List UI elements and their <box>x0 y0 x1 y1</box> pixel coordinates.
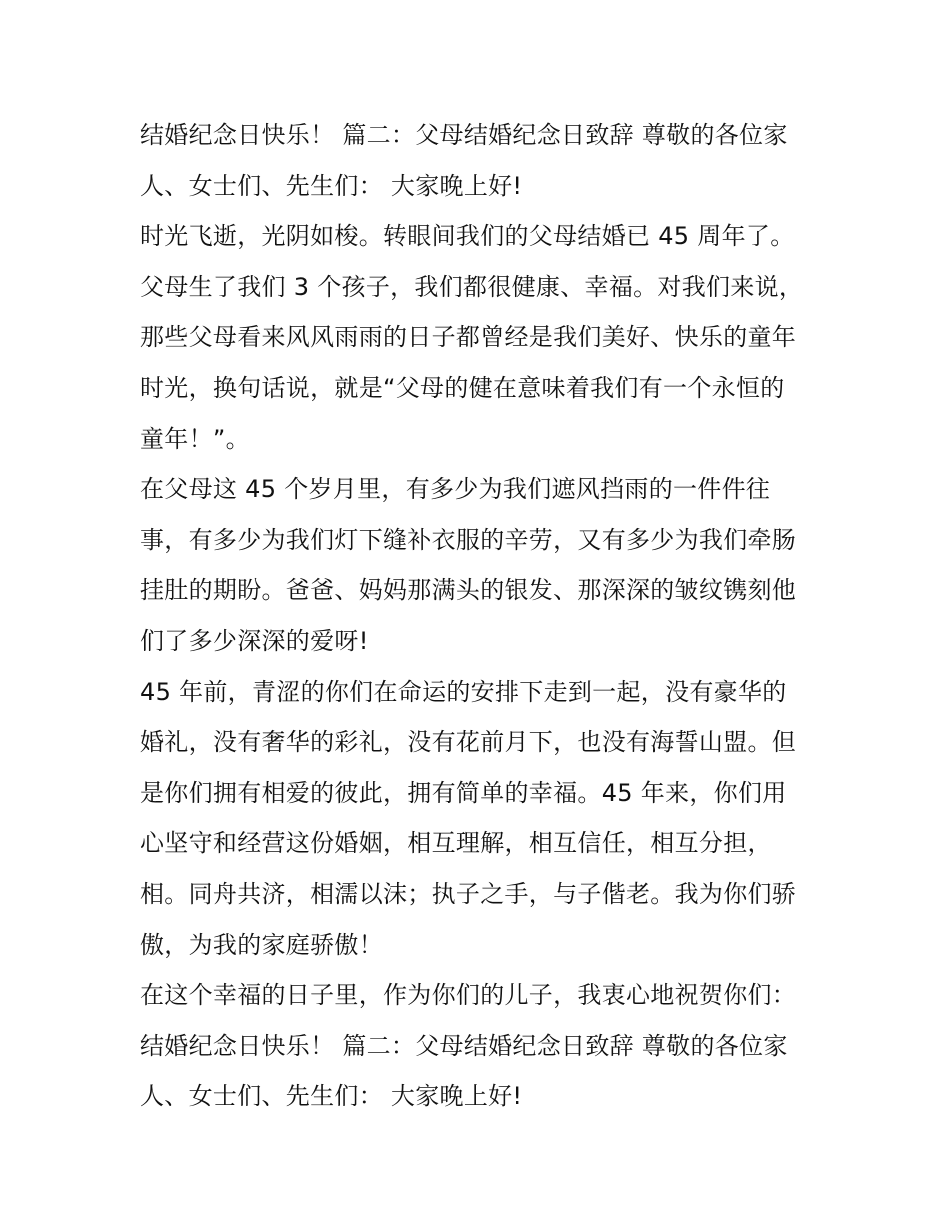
text-line: 时光，换句话说，就是“父母的健在意味着我们有一个永恒的 <box>140 373 785 402</box>
text-line: 时光飞逝，光阴如梭。转眼间我们的父母结婚已 45 周年了。 <box>140 222 795 251</box>
text-line: 在父母这 45 个岁月里，有多少为我们遮风挡雨的一件件往 <box>140 475 771 504</box>
text-line: 结婚纪念日快乐！ 篇二：父母结婚纪念日致辞 尊敬的各位家 <box>140 121 788 149</box>
text-line: 结婚纪念日快乐！ 篇二：父母结婚纪念日致辞 尊敬的各位家 <box>140 1031 788 1060</box>
text-line: 傲，为我的家庭骄傲！ <box>140 930 383 959</box>
text-line: 童年！”。 <box>140 424 250 453</box>
text-line: 是你们拥有相爱的彼此，拥有简单的幸福。45 年来，你们用 <box>140 778 787 807</box>
text-line: 事，有多少为我们灯下缝补衣服的辛劳，又有多少为我们牵肠 <box>140 525 797 554</box>
text-line: 人、女士们、先生们： 大家晚上好! <box>140 1082 523 1111</box>
text-line: 人、女士们、先生们： 大家晚上好! <box>140 171 523 200</box>
text-line: 婚礼，没有奢华的彩礼，没有花前月下，也没有海誓山盟。但 <box>140 728 797 757</box>
text-line: 挂肚的期盼。爸爸、妈妈那满头的银发、那深深的皱纹镌刻他 <box>140 576 797 605</box>
text-line: 45 年前，青涩的你们在命运的安排下走到一起，没有豪华的 <box>140 677 787 706</box>
text-line: 那些父母看来风风雨雨的日子都曾经是我们美好、快乐的童年 <box>140 323 797 352</box>
document-body <box>140 110 820 1122</box>
text-line: 们了多少深深的爱呀! <box>140 626 369 655</box>
text-line: 相。同舟共济，相濡以沫；执子之手，与子偕老。我为你们骄 <box>140 879 797 908</box>
text-line: 父母生了我们 3 个孩子，我们都很健康、幸福。对我们来说， <box>140 272 804 301</box>
text-line: 在这个幸福的日子里，作为你们的儿子，我衷心地祝贺你们： <box>140 981 797 1010</box>
text-line: 心坚守和经营这份婚姻，相互理解，相互信任，相互分担， <box>140 829 772 858</box>
